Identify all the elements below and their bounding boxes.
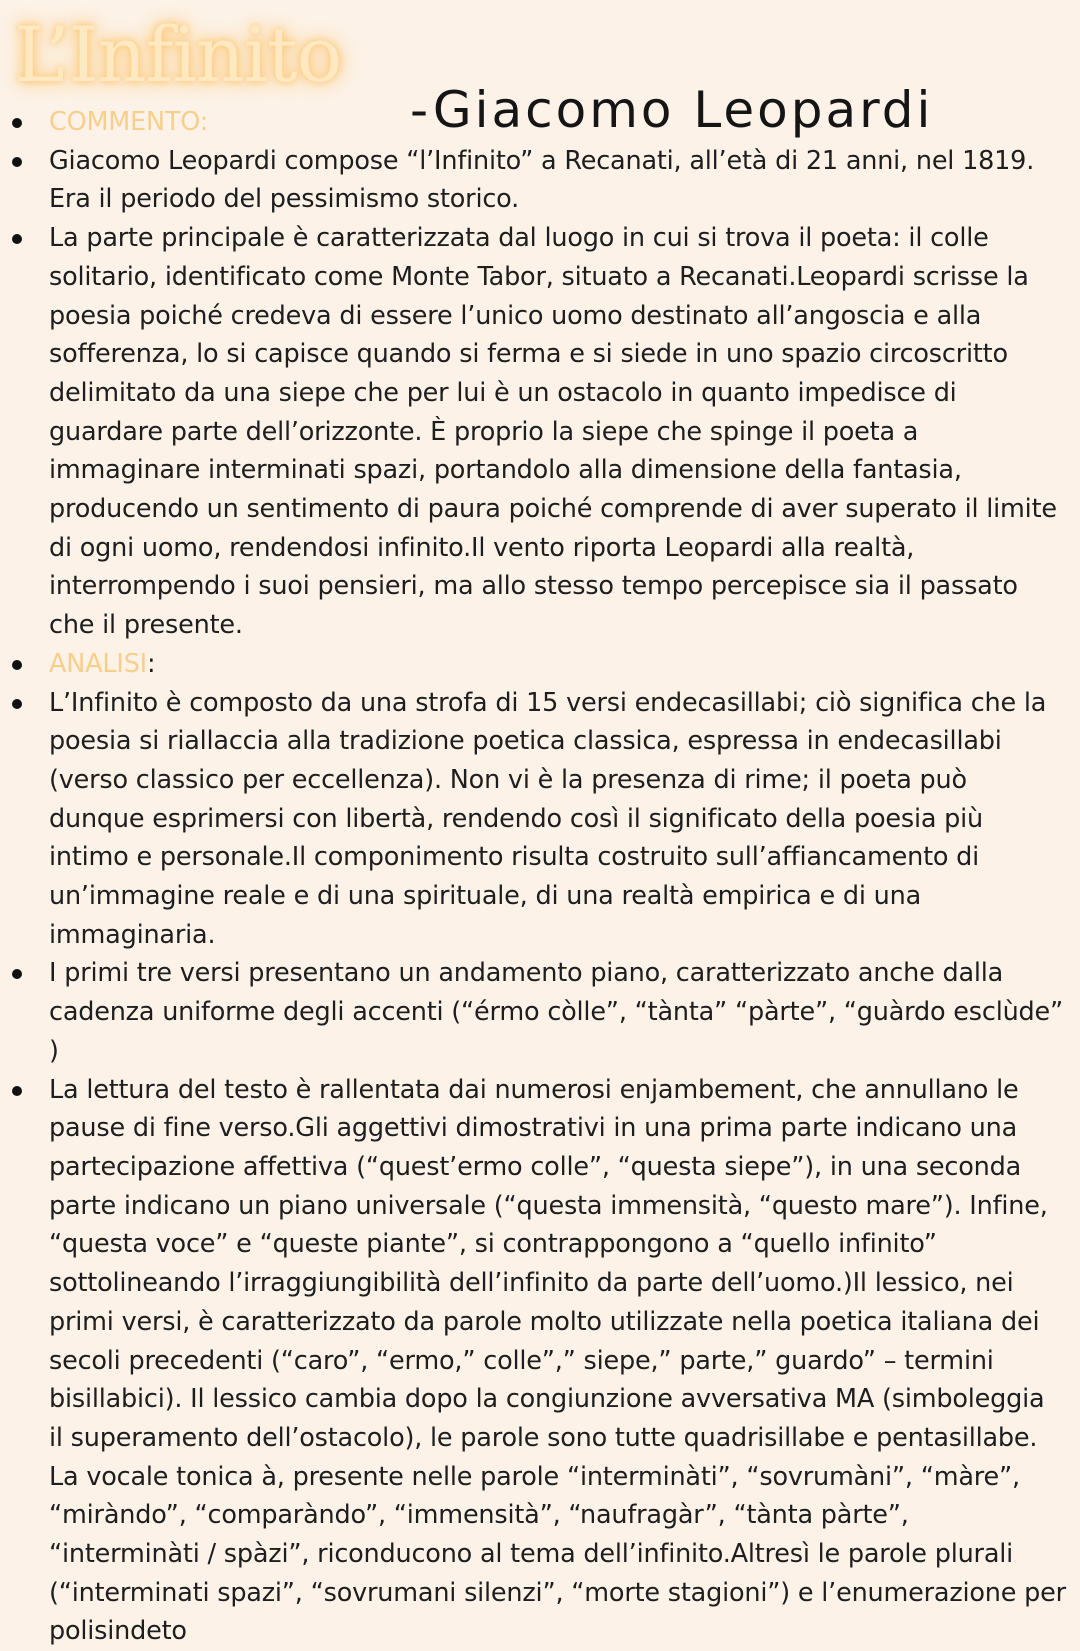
list-item: La lettura del testo è rallentata dai numerosi enjambement, che annullano le pause di fine verso.Gli aggettivi dimostrativi in una prima parte indicano una partecipazione affettiva (“quest’ermo colle”, “questa siepe”), in una seconda parte indicano un piano universale (“questa immensità, “questo mare”). Infine, “questa voce” e “queste piante”, si contrappongono a “quello infinito” sottolineando l’irraggiungibilità dell’infinito da parte dell’uomo.)Il lessico, nei primi versi, è caratterizzato da parole molto utilizzate nella poetica italiana dei secoli precedenti (“caro”, “ermo,” colle”,” siepe,” parte,” guardo” – termini bisillabici). Il lessico cambia dopo la congiunzione avversativa MA (simboleggia il superamento dell’ostacolo), le parole sono tutte quadrisillabe e pentasillabe. La vocale tonica à, presente nelle parole “interminàti”, “sovrumàni”, “màre”, “miràndo”, “comparàndo”, “immensità”, “naufragàr”, “tànta pàrte”, “interminàti / spàzi”, riconducono al tema dell’infinito.Altresì le parole plurali (“interminati spazi”, “sovrumani silenzi”, “morte stagioni”) e l’enumerazione per polisindeto xyxy=(0,1071,1080,1651)
section-heading-analisi xyxy=(0,645,1080,684)
section-heading-commento xyxy=(0,103,1080,142)
list-item: Giacomo Leopardi compose “l’Infinito” a Recanati, all’età di 21 anni, nel 1819. Era il periodo del pessimismo storico. xyxy=(0,142,1080,219)
notes-list xyxy=(0,103,1080,1651)
list-item: La parte principale è caratterizzata dal luogo in cui si trova il poeta: il colle solitario, identificato come Monte Tabor, situato a Recanati.Leopardi scrisse la poesia poiché credeva di essere l’unico uomo destinato all’angoscia e alla sofferenza, lo si capisce quando si ferma e si siede in uno spazio circoscritto delimitato da una siepe che per lui è un ostacolo in quanto impedisce di guardare parte dell’orizzonte. È proprio la siepe che spinge il poeta a immaginare interminati spazi, portandolo alla dimensione della fantasia, producendo un sentimento di paura poiché comprende di aver superato il limite di ogni uomo, rendendosi infinito.Il vento riporta Leopardi alla realtà, interrompendo i suoi pensieri, ma allo stesso tempo percepisce sia il passato che il presente. xyxy=(0,219,1080,645)
analisi-label: ANALISI xyxy=(49,648,147,679)
analisi-colon: : xyxy=(147,648,156,679)
commento-label: COMMENTO: xyxy=(49,107,209,137)
list-item: I primi tre versi presentano un andamento piano, caratterizzato anche dalla cadenza uniforme degli accenti (“érmo còlle”, “tànta” “pàrte”, “guàrdo esclùde” ) xyxy=(0,954,1080,1070)
author-name: -Giacomo Leopardi xyxy=(410,81,934,139)
page-title: L’Infinito xyxy=(14,10,342,99)
list-item: L’Infinito è composto da una strofa di 15 versi endecasillabi; ciò significa che la poesia si riallaccia alla tradizione poetica classica, espressa in endecasillabi (verso classico per eccellenza). Non vi è la presenza di rime; il poeta può dunque esprimersi con libertà, rendendo così il significato della poesia più intimo e personale.Il componimento risulta costruito sull’affiancamento di un’immagine reale e di una spirituale, di una realtà empirica e di una immaginaria. xyxy=(0,684,1080,955)
